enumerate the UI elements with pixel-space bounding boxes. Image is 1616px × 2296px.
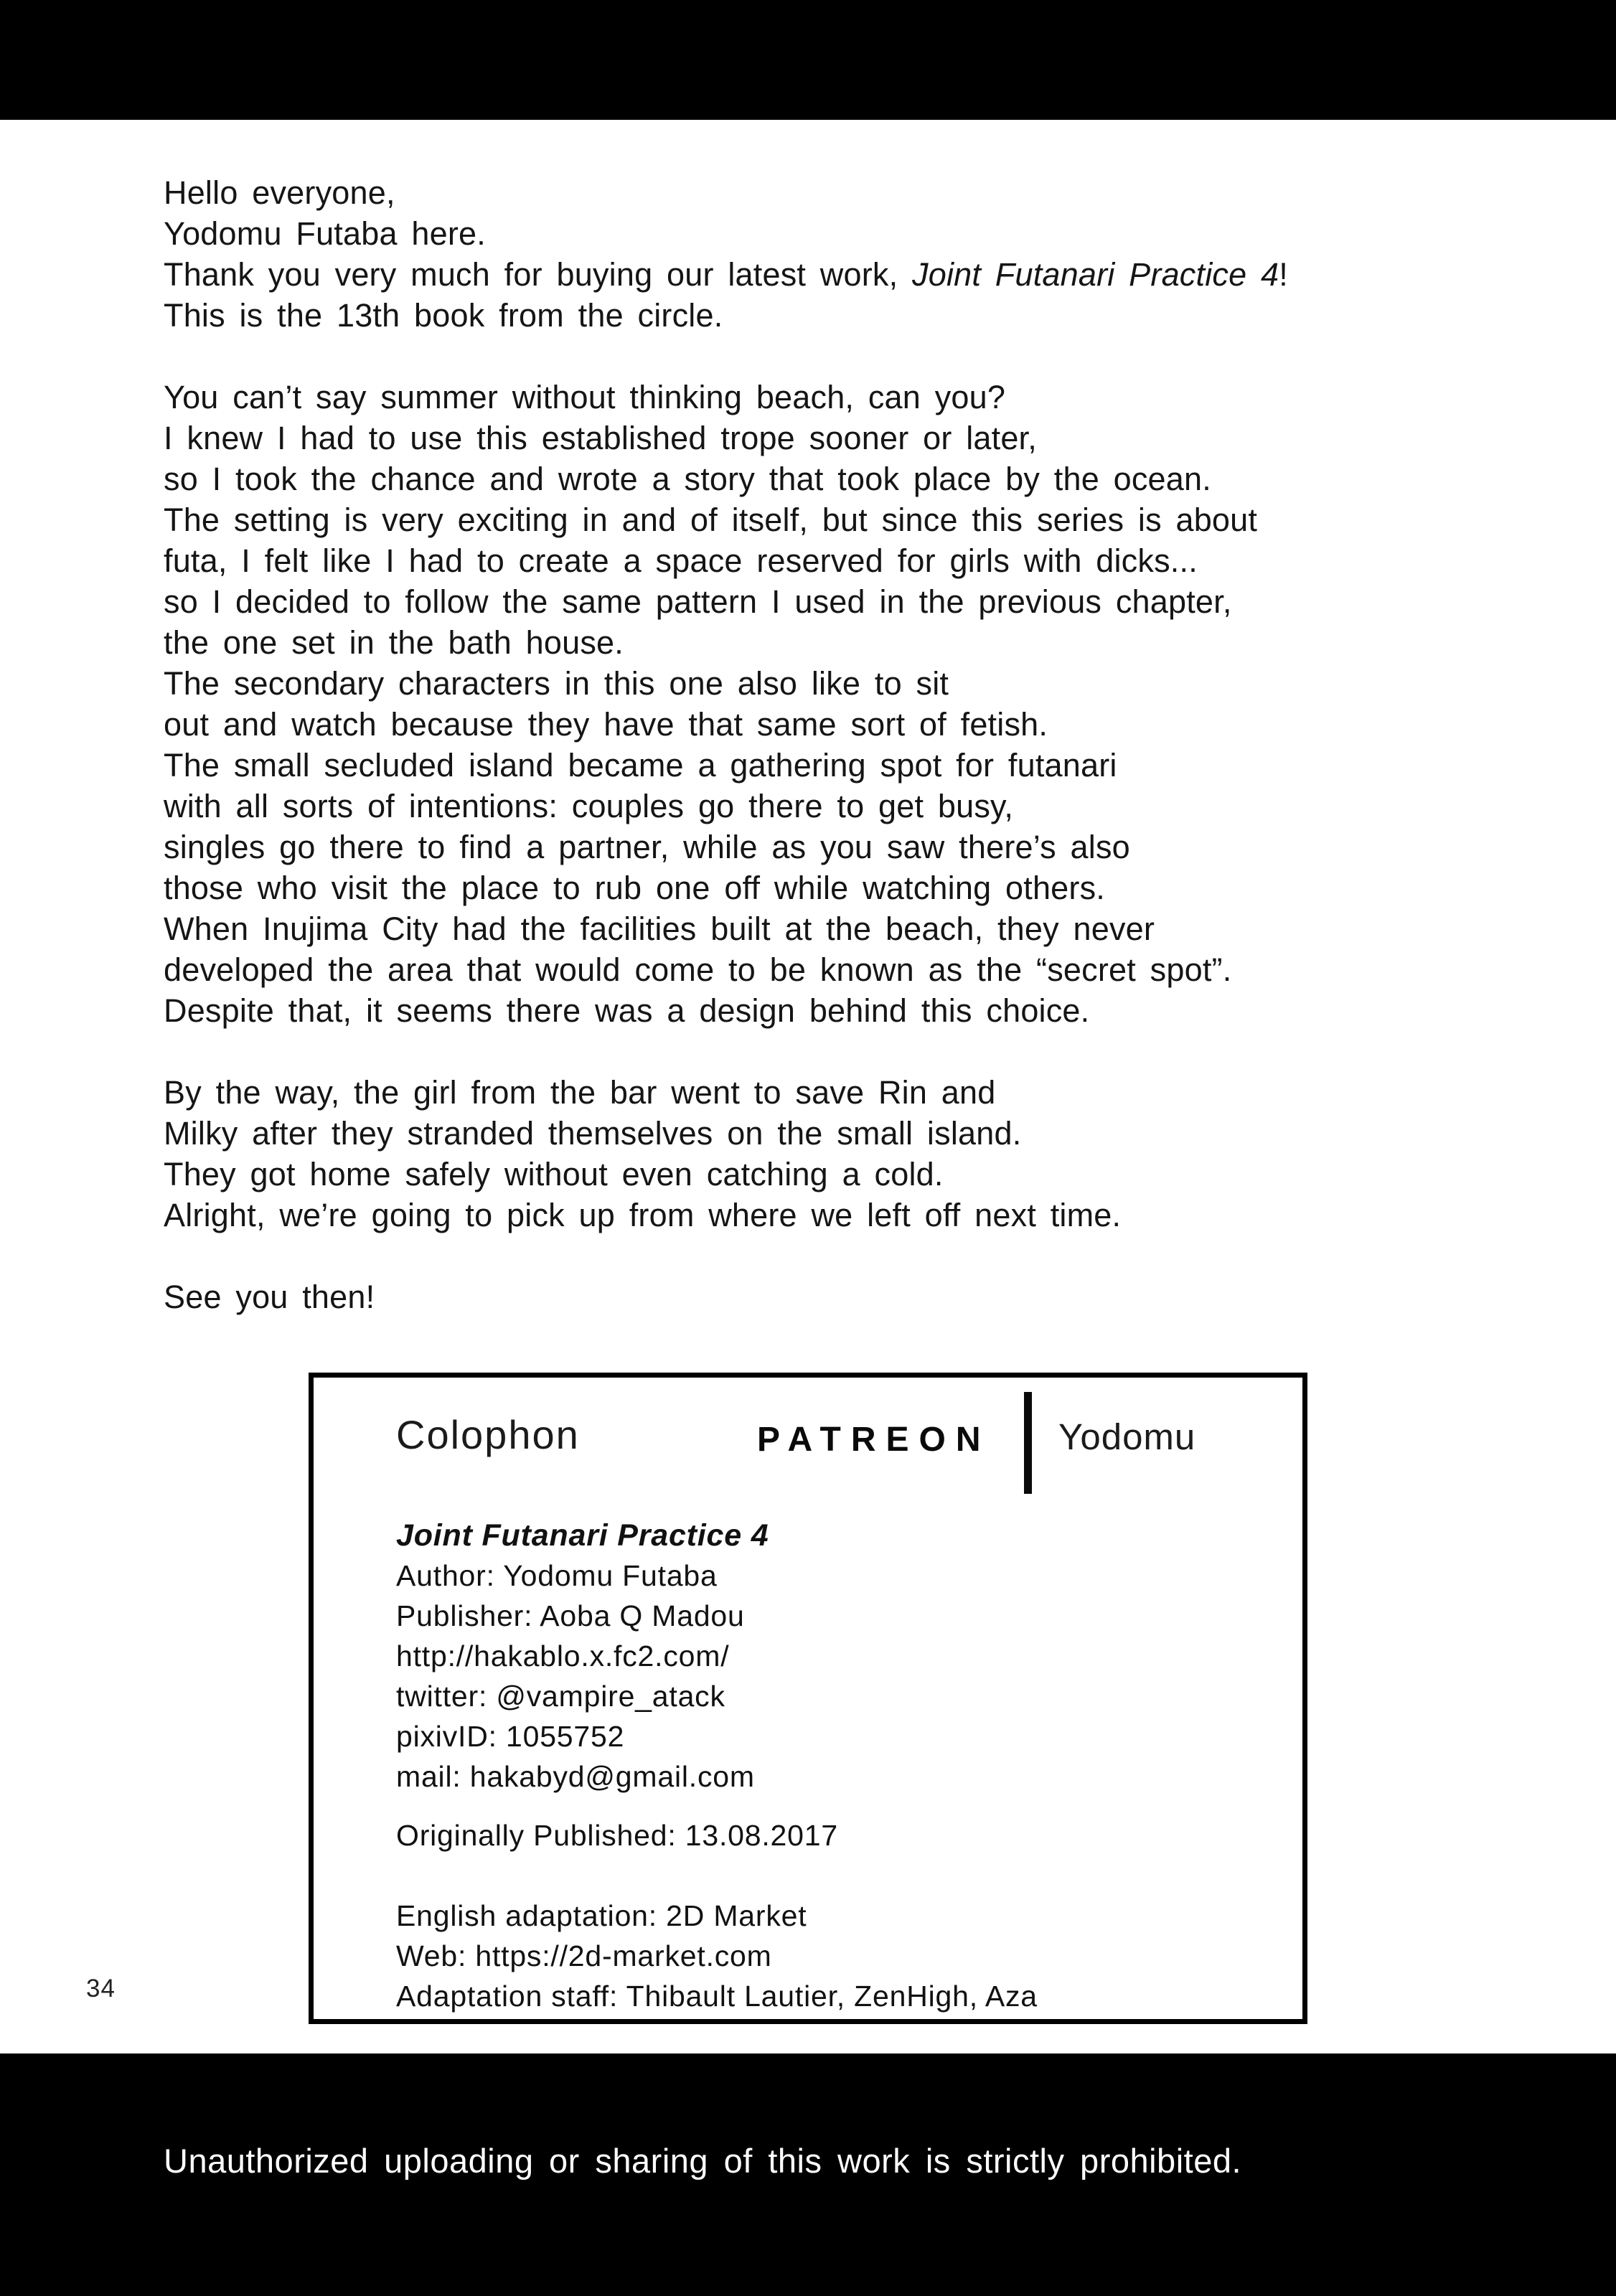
text-line: out and watch because they have that same sort of fetish. xyxy=(164,706,1048,743)
text-line: When Inujima City had the facilities built at the beach, they never xyxy=(164,911,1155,947)
text-line: I knew I had to use this established trope sooner or later, xyxy=(164,420,1037,456)
text-line: The small secluded island became a gathering spot for futanari xyxy=(164,747,1117,784)
paragraph xyxy=(164,1276,1477,1317)
text-line: They got home safely without even catching a cold. xyxy=(164,1156,944,1192)
colophon-box xyxy=(309,1373,1307,2024)
colophon-adaptation xyxy=(396,1896,1272,2016)
text-line: with all sorts of intentions: couples go there to get busy, xyxy=(164,788,1014,824)
colophon-line: English adaptation: 2D Market xyxy=(396,1899,807,1932)
top-black-bar xyxy=(0,0,1616,120)
colophon-line: pixivID: 1055752 xyxy=(396,1720,625,1753)
patreon-wordmark: PATREON xyxy=(757,1421,991,1459)
colophon-line: http://hakablo.x.fc2.com/ xyxy=(396,1639,730,1672)
text-line: the one set in the bath house. xyxy=(164,624,624,661)
vertical-divider xyxy=(1024,1392,1032,1494)
colophon-body xyxy=(396,1515,1272,2016)
bottom-black-bar xyxy=(0,2053,1616,2296)
paragraph xyxy=(164,172,1477,336)
text-line: singles go there to find a partner, while as you saw there’s also xyxy=(164,829,1130,865)
colophon-line: Adaptation staff: Thibault Lautier, ZenHigh, Aza xyxy=(396,1980,1038,2013)
text-line: Hello everyone, xyxy=(164,174,395,211)
paragraph xyxy=(164,377,1477,1031)
copyright-notice: Unauthorized uploading or sharing of this work is strictly prohibited. xyxy=(164,2142,1242,2180)
text-line: By the way, the girl from the bar went to save Rin and xyxy=(164,1074,996,1111)
colophon-line: Web: https://2d-market.com xyxy=(396,1939,772,1972)
published-line: Originally Published: 13.08.2017 xyxy=(396,1819,838,1852)
text-line: See you then! xyxy=(164,1279,375,1315)
text-line: futa, I felt like I had to create a space reserved for girls with dicks... xyxy=(164,542,1198,579)
colophon-info xyxy=(396,1556,1272,1797)
text-line: Thank you very much for buying our latest work, Joint Futanari Practice 4! xyxy=(164,256,1288,293)
text-line: Milky after they stranded themselves on the small island. xyxy=(164,1115,1022,1152)
text-line: so I took the chance and wrote a story that took place by the ocean. xyxy=(164,461,1211,497)
text-line: Alright, we’re going to pick up from where we left off next time. xyxy=(164,1197,1122,1233)
text-line: Yodomu Futaba here. xyxy=(164,215,486,252)
text-line: developed the area that would come to be known as the “secret spot”. xyxy=(164,951,1232,988)
text-line: so I decided to follow the same pattern I used in the previous chapter, xyxy=(164,583,1232,620)
text-line: The secondary characters in this one also like to sit xyxy=(164,665,949,702)
text-line: The setting is very exciting in and of itself, but since this series is about xyxy=(164,502,1258,538)
colophon-heading: Colophon xyxy=(396,1412,580,1457)
text-line: You can’t say summer without thinking beach, can you? xyxy=(164,379,1006,415)
colophon-line: mail: hakabyd@gmail.com xyxy=(396,1760,755,1793)
text-line: those who visit the place to rub one off while watching others. xyxy=(164,870,1105,906)
colophon-line: Author: Yodomu Futaba xyxy=(396,1559,718,1592)
afterword-text xyxy=(164,172,1477,1317)
text-line: Despite that, it seems there was a design behind this choice. xyxy=(164,992,1090,1029)
patreon-account-name: Yodomu xyxy=(1058,1416,1196,1457)
book-title: Joint Futanari Practice 4 xyxy=(396,1518,769,1553)
colophon-line: twitter: @vampire_atack xyxy=(396,1680,725,1713)
colophon-line: Publisher: Aoba Q Madou xyxy=(396,1599,745,1632)
page-number: 34 xyxy=(86,1975,116,2003)
paragraph xyxy=(164,1072,1477,1236)
text-line: This is the 13th book from the circle. xyxy=(164,297,723,334)
